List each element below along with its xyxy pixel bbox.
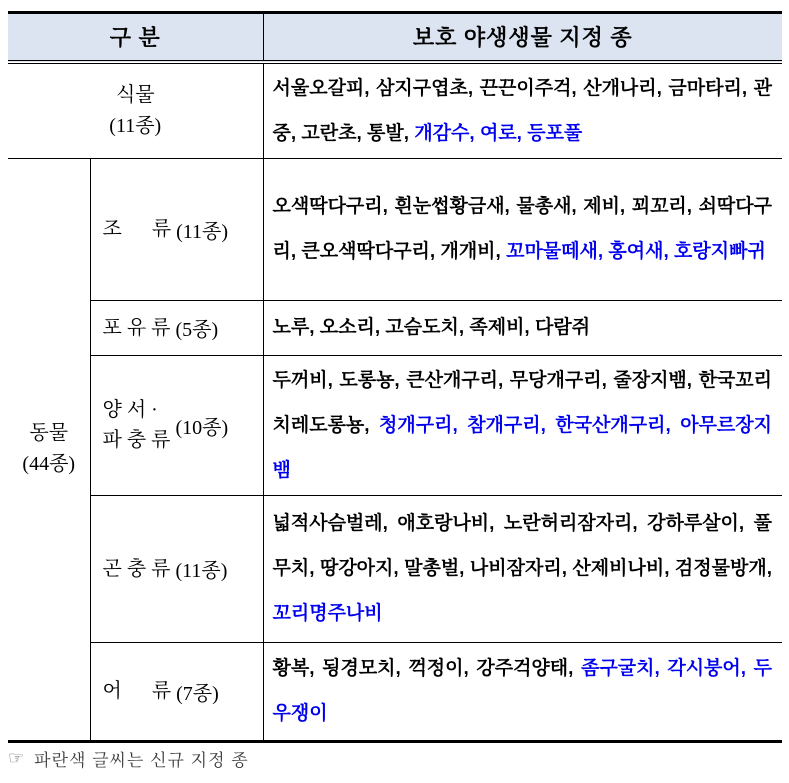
table-row-birds (8, 158, 782, 300)
table-row-insects (8, 495, 782, 642)
plant-label-count: (11종) (109, 114, 162, 137)
species-list-birds (263, 158, 782, 300)
species-list-amphibians-reptiles (263, 355, 782, 495)
species-list-mammals (263, 300, 782, 355)
species-list-insects (263, 495, 782, 642)
header-category: 구 분 (8, 13, 263, 62)
table-row-plants (8, 62, 782, 159)
protected-species-table (8, 11, 782, 743)
species-text: 오색딱다구리, 흰눈썹황금새, 물총새, 제비, 꾀꼬리, 쇠딱다구리, 큰오색딱다구리, 개개비, (272, 196, 772, 262)
table-row-amphibians-reptiles (8, 355, 782, 495)
table-row-fish (8, 642, 782, 741)
new-species-text: 좀구굴치, 각시붕어, 두우쟁이 (272, 658, 772, 724)
plant-label-name: 식물 (115, 83, 155, 106)
new-species-text: 청개구리, 참개구리, 한국산개구리, 아무르장지뱀 (272, 414, 772, 481)
subcategory-label-mammals: 포 유 류 (5종) (90, 300, 263, 355)
species-text: 넓적사슴벌레, 애호랑나비, 노란허리잠자리, 강하루살이, 풀무치, 땅강아지, 말총벌, 나비잠자리, 산제비나비, 검정물방개, (272, 513, 772, 579)
species-text: 황복, 됭경모치, 꺽정이, 강주걱양태, (272, 658, 582, 679)
new-species-text: 꼬리명주나비 (272, 603, 383, 624)
new-species-text: 꼬마물떼새, 홍여새, 호랑지빠귀 (506, 241, 766, 262)
subcategory-label-amphibians-reptiles: 양 서 · 파 충 류 (10종) (90, 355, 263, 495)
species-text: 노루, 오소리, 고슴도치, 족제비, 다람쥐 (272, 317, 591, 338)
subcategory-label-birds: 조 류 (11종) (90, 158, 263, 300)
species-list-plants (263, 62, 782, 159)
species-text: 서울오갈피, 삼지구엽초, 끈끈이주걱, 산개나리, 금마타리, 관중, 고란초, 통발, (272, 77, 772, 144)
animal-label-count: (44종) (22, 453, 76, 475)
species-list-fish (263, 642, 782, 741)
footnote (8, 746, 249, 771)
footnote-text: 파란색 글씨는 신규 지정 종 (34, 751, 249, 770)
new-species-text: 개감수, 여로, 등포풀 (414, 122, 583, 144)
table-row-mammals (8, 300, 782, 355)
category-label-animals (8, 158, 90, 741)
species-text: 두꺼비, 도롱뇽, 큰산개구리, 무당개구리, 줄장지뱀, 한국꼬리치레도롱뇽, (272, 369, 772, 436)
header-designated-species: 보호 야생생물 지정 종 (263, 13, 782, 62)
pointing-hand-icon: ☞ (8, 748, 26, 768)
table-header-row (8, 13, 782, 62)
subcategory-label-fish: 어 류 (7종) (90, 642, 263, 741)
subcategory-label-insects: 곤 충 류 (11종) (90, 495, 263, 642)
table-container (8, 11, 782, 743)
category-label-plants (8, 62, 263, 159)
animal-label-name: 동물 (29, 422, 69, 444)
